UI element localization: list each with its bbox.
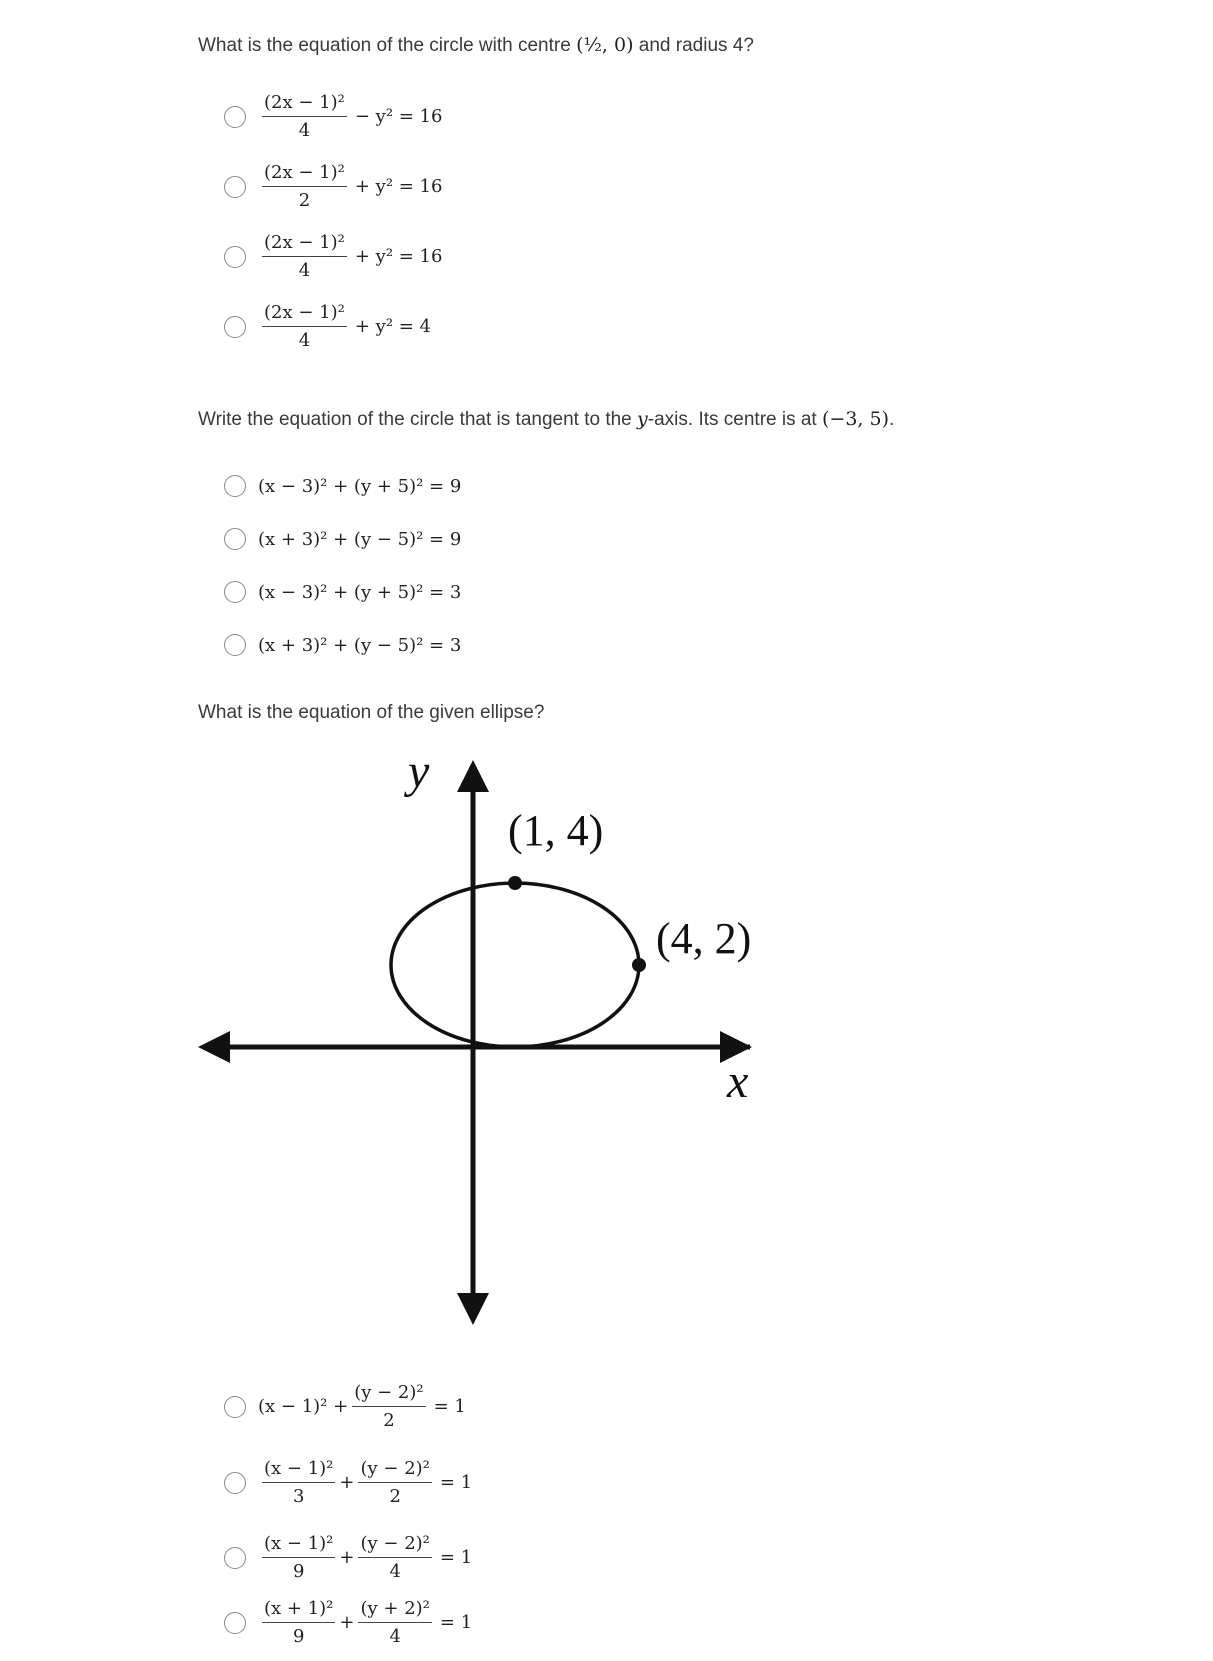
point-right-label: (4, 2) [656, 914, 752, 963]
y-axis-label: y [408, 745, 430, 798]
question-1-prompt: What is the equation of the circle with centre (½, 0) and radius 4? [198, 34, 754, 56]
radio-button[interactable] [224, 1396, 246, 1418]
q3-option-2[interactable]: $\frac{\text{(x − 1)²}}{3}$ + $\frac{\text{(y − 2)²}}{2}$ = 1 [224, 1458, 472, 1507]
question-2-prompt: Write the equation of the circle that is tangent to the y-axis. Its centre is at (−3, 5). [198, 408, 895, 430]
q2-option-3[interactable]: (x − 3)² + (y + 5)² = 3 [224, 581, 461, 603]
radio-button[interactable] [224, 528, 246, 550]
point-top-label: (1, 4) [508, 806, 604, 855]
radio-button[interactable] [224, 1547, 246, 1569]
q1-option-1[interactable]: $\frac{\text{(2x − 1)²}}{4}$ − y² = 16 [224, 92, 442, 141]
radio-button[interactable] [224, 1612, 246, 1634]
x-axis-label: x [727, 1055, 749, 1108]
q2-option-4[interactable]: (x + 3)² + (y − 5)² = 3 [224, 634, 461, 656]
radio-button[interactable] [224, 634, 246, 656]
q3-option-1[interactable]: (x − 1)² + $\frac{\text{(y − 2)²}}{2}$ = 1 [224, 1382, 466, 1431]
ellipse [391, 883, 639, 1047]
radio-button[interactable] [224, 106, 246, 128]
y-axis-up-arrow [457, 760, 489, 792]
ellipse-graph [190, 745, 770, 1335]
radio-button[interactable] [224, 246, 246, 268]
q1-center: (½, 0) [576, 34, 634, 56]
q3-option-3[interactable]: $\frac{\text{(x − 1)²}}{9}$ + $\frac{\text{(y − 2)²}}{4}$ = 1 [224, 1533, 472, 1582]
radio-button[interactable] [224, 475, 246, 497]
q1-option-3[interactable]: $\frac{\text{(2x − 1)²}}{4}$ + y² = 16 [224, 232, 442, 281]
point-right [632, 958, 646, 972]
q3-option-4[interactable]: $\frac{\text{(x + 1)²}}{9}$ + $\frac{\text{(y + 2)²}}{4}$ = 1 [224, 1598, 472, 1647]
question-3-prompt: What is the equation of the given ellipse? [198, 702, 545, 723]
q1-option-2[interactable]: $\frac{\text{(2x − 1)²}}{2}$ + y² = 16 [224, 162, 442, 211]
radio-button[interactable] [224, 176, 246, 198]
x-axis-left-arrow [198, 1031, 230, 1063]
radio-button[interactable] [224, 581, 246, 603]
radio-button[interactable] [224, 316, 246, 338]
q2-center: (−3, 5) [822, 408, 890, 430]
q2-option-2[interactable]: (x + 3)² + (y − 5)² = 9 [224, 528, 461, 550]
q1-option-4[interactable]: $\frac{\text{(2x − 1)²}}{4}$ + y² = 4 [224, 302, 431, 351]
radio-button[interactable] [224, 1472, 246, 1494]
point-top [508, 876, 522, 890]
q2-option-1[interactable]: (x − 3)² + (y + 5)² = 9 [224, 475, 461, 497]
y-axis-down-arrow [457, 1293, 489, 1325]
